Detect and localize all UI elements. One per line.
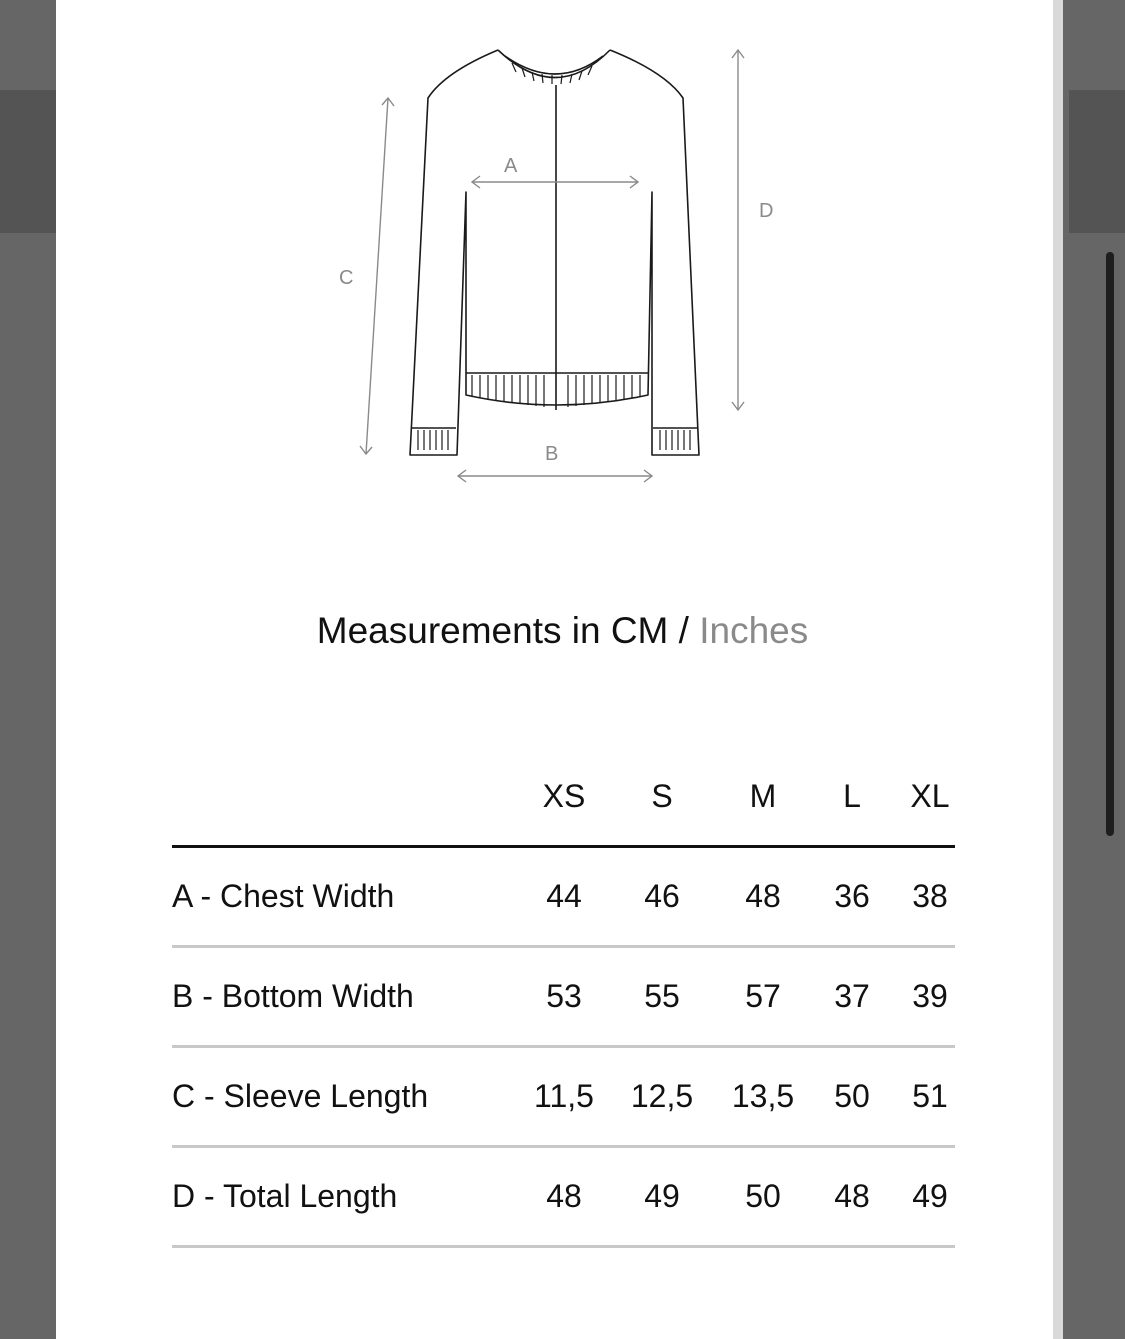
table-cell: 37 bbox=[834, 978, 870, 1014]
unit-primary: Measurements in CM bbox=[316, 610, 669, 651]
size-header-s: S bbox=[651, 778, 673, 814]
table-cell: 51 bbox=[912, 1078, 948, 1114]
table-cell: 53 bbox=[546, 978, 582, 1014]
measure-c-label: C bbox=[339, 267, 354, 289]
row-label-total-length: D - Total Length bbox=[172, 1178, 398, 1214]
table-cell: 48 bbox=[546, 1178, 582, 1214]
row-divider bbox=[172, 945, 955, 948]
table-cell: 57 bbox=[745, 978, 781, 1014]
measure-a-label: A bbox=[504, 155, 518, 177]
unit-separator: / bbox=[678, 610, 689, 651]
size-header-row bbox=[172, 770, 955, 824]
measure-c-arrow bbox=[366, 98, 388, 454]
header-divider bbox=[172, 845, 955, 848]
sweater-body-outline bbox=[410, 50, 699, 455]
table-cell: 49 bbox=[644, 1178, 680, 1214]
sweater-diagram bbox=[0, 0, 1125, 520]
size-header-m: M bbox=[749, 778, 777, 814]
measure-d-label: D bbox=[759, 200, 774, 222]
size-header-xl: XL bbox=[910, 778, 950, 814]
table-cell: 48 bbox=[834, 1178, 870, 1214]
table-cell: 36 bbox=[834, 878, 870, 914]
table-cell: 48 bbox=[745, 878, 781, 914]
measure-b-label: B bbox=[545, 443, 559, 465]
row-divider bbox=[172, 1045, 955, 1048]
size-header-l: L bbox=[843, 778, 861, 814]
measurements-title bbox=[0, 610, 1125, 652]
row-divider bbox=[172, 1145, 955, 1148]
table-cell: 12,5 bbox=[630, 1078, 694, 1114]
row-divider bbox=[172, 1245, 955, 1248]
row-label-sleeve-length: C - Sleeve Length bbox=[172, 1078, 429, 1114]
table-cell: 11,5 bbox=[534, 1078, 594, 1114]
size-header-xs: XS bbox=[542, 778, 586, 814]
table-cell: 39 bbox=[912, 978, 948, 1014]
table-cell: 44 bbox=[546, 878, 582, 914]
row-label-chest-width: A - Chest Width bbox=[172, 878, 395, 914]
table-cell: 55 bbox=[644, 978, 680, 1014]
table-cell: 50 bbox=[834, 1078, 870, 1114]
table-cell: 13,5 bbox=[731, 1078, 795, 1114]
unit-inches-toggle[interactable]: Inches bbox=[699, 610, 809, 651]
table-cell: 50 bbox=[745, 1178, 781, 1214]
row-label-bottom-width: B - Bottom Width bbox=[172, 978, 414, 1014]
table-cell: 49 bbox=[912, 1178, 948, 1214]
table-cell: 46 bbox=[644, 878, 680, 914]
table-cell: 38 bbox=[912, 878, 948, 914]
